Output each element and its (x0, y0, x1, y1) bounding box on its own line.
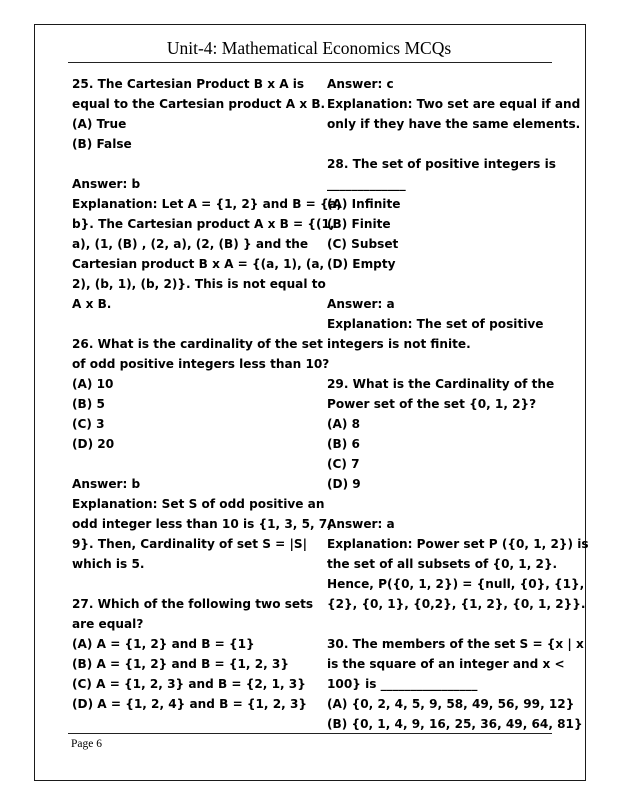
paragraph-gap (72, 574, 308, 594)
text-line: 29. What is the Cardinality of the (327, 377, 555, 391)
text-line: {2}, {0, 1}, {0,2}, {1, 2}, {0, 1, 2}}. (327, 597, 586, 611)
text-line: Explanation: Set S of odd positive an (72, 497, 325, 511)
text-line: (C) 7 (327, 457, 360, 471)
paragraph-gap (327, 274, 549, 294)
text-line: is the square of an integer and x < (327, 657, 565, 671)
paragraph-gap (72, 454, 308, 474)
text-line: which is 5. (72, 557, 145, 571)
text-line: (D) A = {1, 2, 4} and B = {1, 2, 3} (72, 697, 307, 711)
text-line: only if they have the same elements. (327, 117, 581, 131)
text-line: a), (1, (B) , (2, a), (2, (B) } and the (72, 237, 309, 251)
text-line: (B) {0, 1, 4, 9, 16, 25, 36, 49, 64, 81} (327, 717, 583, 731)
text-line: Answer: b (72, 477, 141, 491)
text-line: (D) 9 (327, 477, 361, 491)
paragraph-gap (327, 494, 549, 514)
text-line: 26. What is the cardinality of the set (72, 337, 323, 351)
text-line: 27. Which of the following two sets (72, 597, 314, 611)
left-column (72, 74, 342, 714)
text-line: Answer: a (327, 297, 395, 311)
text-line: Explanation: Two set are equal if and (327, 97, 581, 111)
right-column (327, 74, 589, 734)
text-line: (A) True (72, 117, 127, 131)
text-line: are equal? (72, 617, 144, 631)
page-number: Page 6 (71, 738, 102, 750)
text-line: b}. The Cartesian product A x B = {(1, (72, 217, 335, 231)
text-line: (B) 6 (327, 437, 360, 451)
text-line: (D) 20 (72, 437, 115, 451)
text-line: Answer: c (327, 77, 394, 91)
text-line: equal to the Cartesian product A x B. (72, 97, 326, 111)
text-line: (B) A = {1, 2} and B = {1, 2, 3} (72, 657, 289, 671)
text-line: Hence, P({0, 1, 2}) = {null, {0}, {1}, (327, 577, 585, 591)
text-line: 2), (b, 1), (b, 2)}. This is not equal to (72, 277, 326, 291)
text-line: Explanation: Let A = {1, 2} and B = {a, (72, 197, 342, 211)
text-line: Power set of the set {0, 1, 2}? (327, 397, 537, 411)
text-line: Cartesian product B x A = {(a, 1), (a, (72, 257, 325, 271)
text-line: (C) A = {1, 2, 3} and B = {2, 1, 3} (72, 677, 306, 691)
text-line: (B) False (72, 137, 132, 151)
text-line: (B) Finite (327, 217, 391, 231)
text-line: odd integer less than 10 is {1, 3, 5, 7, (72, 517, 332, 531)
page-title: Unit-4: Mathematical Economics MCQs (166, 38, 452, 58)
text-line: Explanation: The set of positive (327, 317, 544, 331)
text-line: Answer: a (327, 517, 395, 531)
text-line: Explanation: Power set P ({0, 1, 2}) is (327, 537, 589, 551)
text-line: (A) {0, 2, 4, 5, 9, 58, 49, 56, 99, 12} (327, 697, 575, 711)
paragraph-gap (327, 614, 549, 634)
paragraph-gap (327, 354, 549, 374)
text-line: Answer: b (72, 177, 141, 191)
text-line: (B) 5 (72, 397, 105, 411)
text-line: (C) 3 (72, 417, 105, 431)
text-line: (A) 8 (327, 417, 361, 431)
text-line: of odd positive integers less than 10? (72, 357, 330, 371)
header-divider (68, 62, 552, 63)
footer-divider (68, 733, 552, 734)
text-line: 28. The set of positive integers is (327, 157, 556, 171)
text-line: 25. The Cartesian Product B x A is (72, 77, 305, 91)
text-line: (D) Empty (327, 257, 396, 271)
text-line: the set of all subsets of {0, 1, 2}. (327, 557, 558, 571)
text-line: 100} is ________________ (327, 677, 478, 691)
text-line: integers is not finite. (327, 337, 471, 351)
paragraph-gap (72, 314, 308, 334)
text-line: (A) 10 (72, 377, 114, 391)
text-line: _____________ (327, 177, 406, 191)
paragraph-gap (327, 134, 549, 154)
text-line: 9}. Then, Cardinality of set S = |S| (72, 537, 308, 551)
text-line: 30. The members of the set S = {x | x (327, 637, 584, 651)
text-line: (A) A = {1, 2} and B = {1} (72, 637, 255, 651)
paragraph-gap (72, 154, 308, 174)
text-line: A x B. (72, 297, 112, 311)
text-line: (C) Subset (327, 237, 399, 251)
text-line: (A) Infinite (327, 197, 401, 211)
